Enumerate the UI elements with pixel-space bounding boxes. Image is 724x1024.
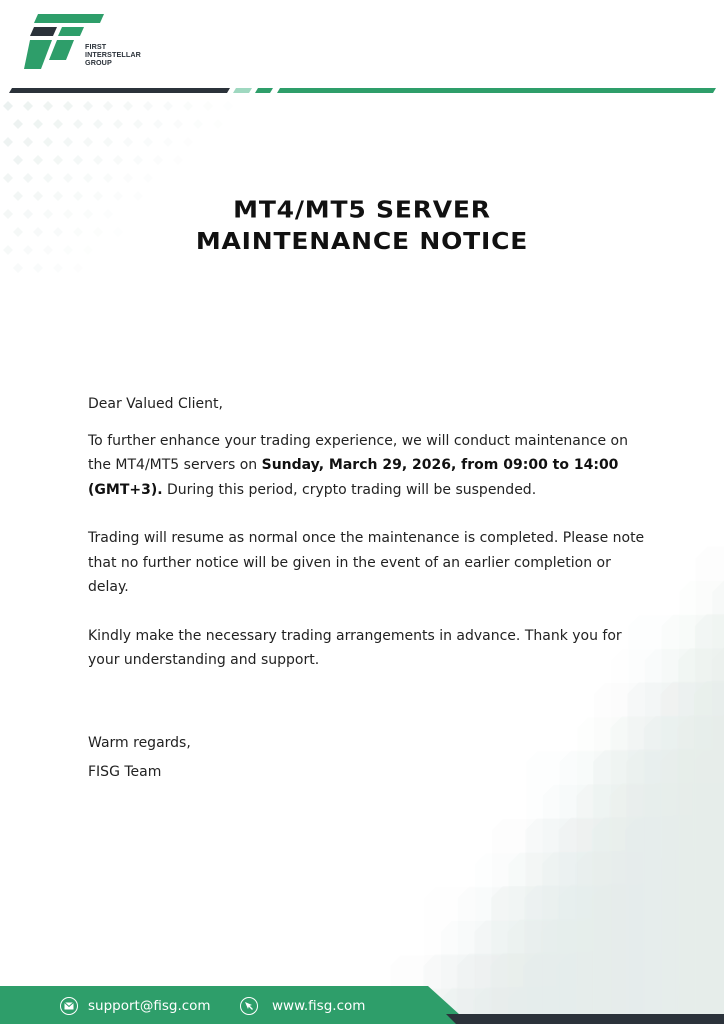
email-link[interactable]: support@fisg.com (88, 998, 211, 1014)
logo-text-line: INTERSTELLAR (85, 50, 141, 60)
greeting: Dear Valued Client, (88, 396, 223, 412)
paragraph-text: To further enhance your trading experience, we will conduct maintenance on the MT4/MT5 servers on (88, 432, 628, 473)
letter-body (88, 392, 648, 697)
header-divider (0, 86, 724, 96)
paragraph-maintenance-schedule (88, 429, 648, 503)
footer-email[interactable] (60, 995, 211, 1017)
page-title (0, 195, 724, 258)
closing-phrase: Warm regards, (88, 735, 191, 751)
signature: FISG Team (88, 764, 162, 780)
logo-text-line: GROUP (85, 58, 112, 68)
title-line-2: MAINTENANCE NOTICE (195, 227, 529, 255)
footer-website[interactable] (240, 995, 365, 1017)
letter-closing (88, 729, 191, 787)
maintenance-datetime: Sunday, March 29, 2026, from 09:00 to 14:00 (GMT+3). (88, 457, 619, 498)
mail-icon (60, 997, 78, 1015)
paragraph-text: During this period, crypto trading will be suspended. (162, 481, 537, 498)
logo-text-line: FIRST (85, 42, 107, 51)
website-link[interactable]: www.fisg.com (272, 998, 366, 1014)
title-line-1: MT4/MT5 SERVER (233, 196, 491, 224)
cursor-icon (240, 997, 258, 1015)
paragraph-arrangements: Kindly make the necessary trading arrangements in advance. Thank you for your understanding and support. (88, 627, 622, 668)
logo-wordmark (85, 43, 141, 68)
paragraph-resume: Trading will resume as normal once the maintenance is completed. Please note that no further notice will be given in the event of an earlier completion or delay. (88, 530, 645, 595)
